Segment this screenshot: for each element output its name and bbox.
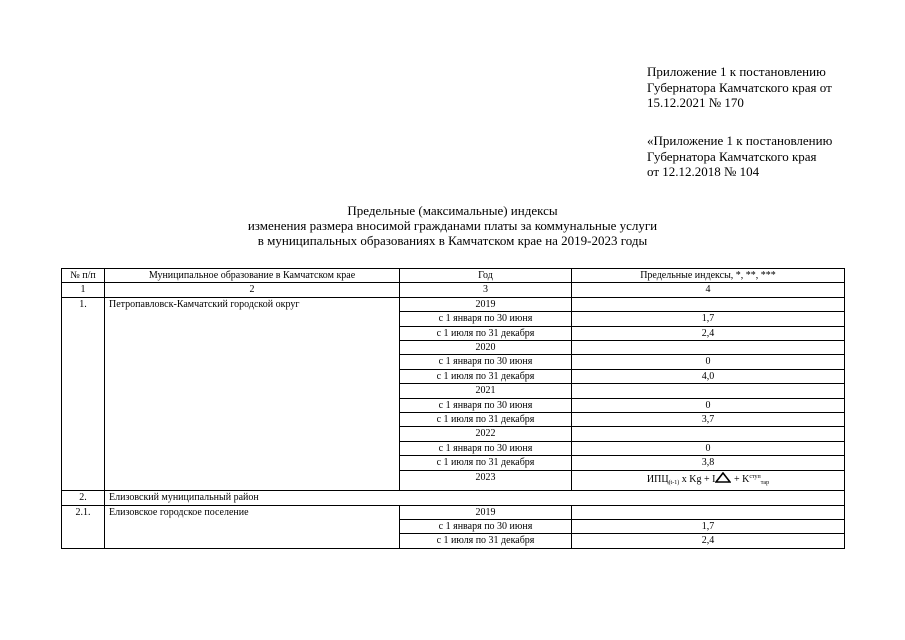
municipality-name: Петропавловск-Камчатский городской округ [105,297,400,490]
index-cell: 0 [572,355,845,369]
row-number: 2.1. [62,505,105,548]
decree-header-original [647,133,832,180]
period-cell: с 1 июля по 31 декабря [400,369,572,383]
formula-subscript: (t-1) [668,479,680,486]
index-cell [572,341,845,355]
table-header-row [62,269,845,283]
period-cell: с 1 января по 30 июня [400,441,572,455]
index-cell: 1,7 [572,519,845,533]
index-cell [572,505,845,519]
year-cell: 2019 [400,505,572,519]
header-line: Приложение 1 к постановлению [647,64,826,79]
header-year: Год [400,269,572,283]
title-line: Предельные (максимальные) индексы [347,203,558,218]
row-number: 1. [62,297,105,490]
index-cell: 3,8 [572,456,845,470]
year-cell: 2021 [400,384,572,398]
index-cell [572,384,845,398]
colnum: 3 [400,283,572,297]
header-line: «Приложение 1 к постановлению [647,133,833,148]
municipality-name: Елизовское городское поселение [105,505,400,548]
formula-superscript: ступ [749,473,761,480]
period-cell: с 1 июля по 31 декабря [400,326,572,340]
period-cell: с 1 января по 30 июня [400,355,572,369]
index-cell: 1,7 [572,312,845,326]
index-formula [572,470,845,490]
colnum: 2 [105,283,400,297]
colnum: 4 [572,283,845,297]
column-numbers-row [62,283,845,297]
header-line: Губернатора Камчатского края от [647,79,832,95]
header-line: 15.12.2021 № 170 [647,95,744,110]
index-cell [572,427,845,441]
header-num: № п/п [62,269,105,283]
indices-table [61,268,845,549]
formula-part: ИПЦ [646,473,669,485]
year-cell: 2023 [400,470,572,490]
decree-header-current [647,64,832,111]
formula-part: + K [731,473,750,485]
title-line: изменения размера вносимой гражданами платы за коммунальные услуги [247,218,658,233]
colnum: 1 [62,283,105,297]
formula-part: x Kg + I [679,473,716,485]
row-number: 2. [62,491,105,505]
index-cell: 0 [572,398,845,412]
index-cell: 3,7 [572,413,845,427]
index-cell: 2,4 [572,534,845,548]
header-line: Губернатора Камчатского края [647,148,817,164]
title-line: в муниципальных образованиях в Камчатском крае на 2019-2023 годы [257,233,648,248]
header-index: Предельные индексы, *, **, *** [572,269,845,283]
index-cell: 4,0 [572,369,845,383]
table-row [62,491,845,505]
year-cell: 2019 [400,297,572,311]
table-row [62,505,845,519]
header-line: от 12.12.2018 № 104 [647,164,760,179]
formula-subscript: тар [760,479,770,486]
municipality-name: Елизовский муниципальный район [105,491,845,505]
year-cell: 2022 [400,427,572,441]
year-cell: 2020 [400,341,572,355]
index-cell: 2,4 [572,326,845,340]
period-cell: с 1 июля по 31 декабря [400,413,572,427]
document-title [0,203,905,248]
period-cell: с 1 января по 30 июня [400,519,572,533]
delta-triangle-icon [715,472,731,483]
period-cell: с 1 июля по 31 декабря [400,456,572,470]
index-cell [572,297,845,311]
period-cell: с 1 июля по 31 декабря [400,534,572,548]
period-cell: с 1 января по 30 июня [400,312,572,326]
table-row [62,297,845,311]
header-municipality: Муниципальное образование в Камчатском крае [105,269,400,283]
period-cell: с 1 января по 30 июня [400,398,572,412]
index-cell: 0 [572,441,845,455]
